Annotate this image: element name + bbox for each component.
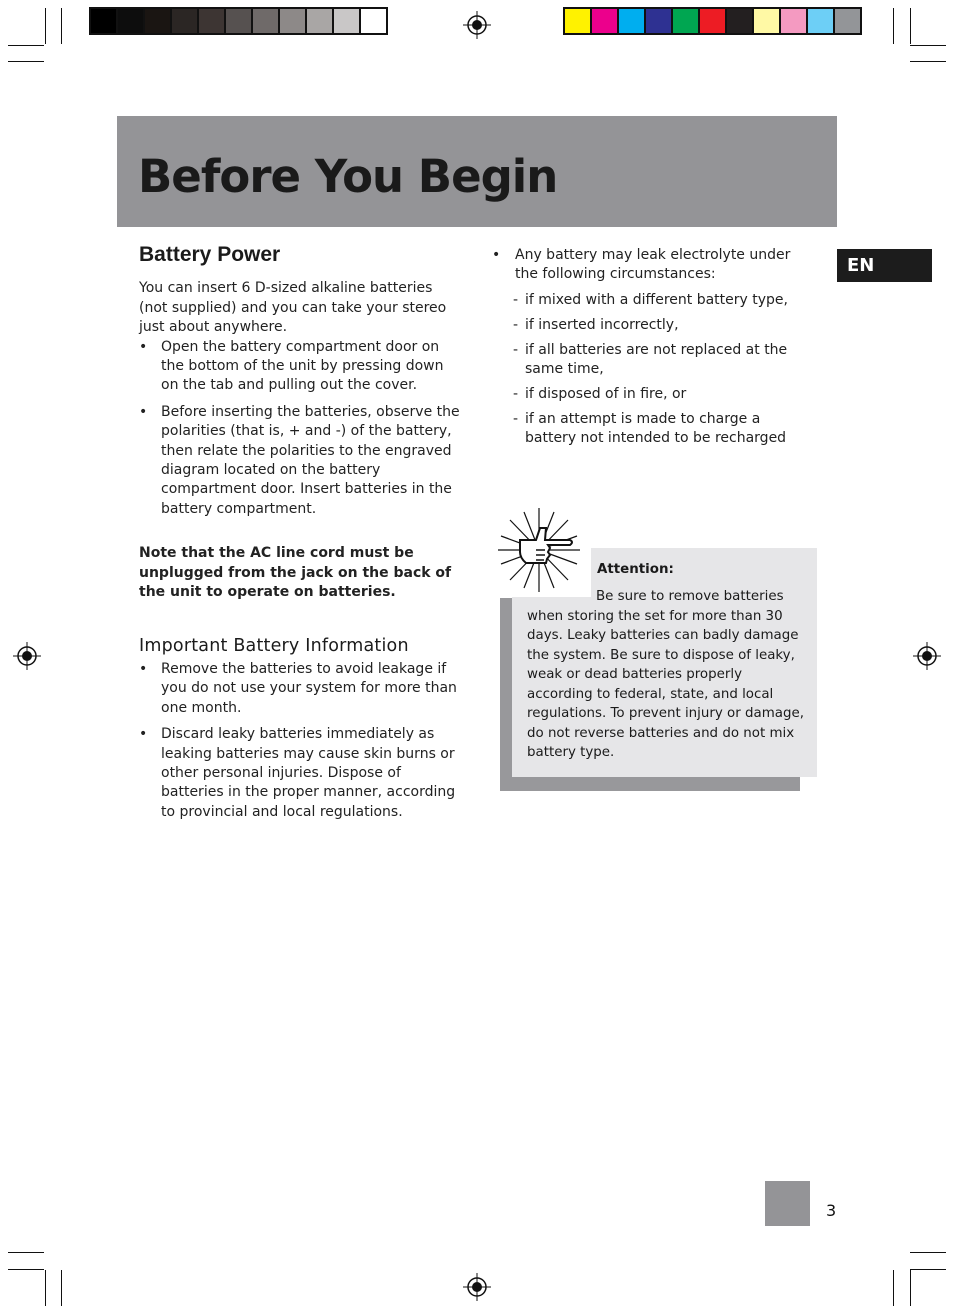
registration-mark-icon: [913, 642, 941, 670]
page-number: 3: [826, 1201, 837, 1220]
registration-mark-icon: [13, 642, 41, 670]
battery-info-list: [139, 660, 464, 822]
attention-label: Attention:: [597, 562, 674, 577]
list-item: • Remove the batteries to avoid leakage if you do not use your system for more than one month.: [139, 660, 464, 718]
color-swatch: [334, 9, 361, 33]
list-item: • Any battery may leak electrolyte under the following circumstances:: [492, 246, 810, 285]
color-swatch: [280, 9, 307, 33]
attention-body: Be sure to remove batteries when storing the set for more than 30 days. Leaky batteries can badly damage the system. Be sure to dispose of leaky, weak or dead batteries properly according to federal, state, and local regulations. To prevent injury or damage, do not reverse batteries and do not mix battery type.: [527, 589, 804, 760]
color-swatch: [307, 9, 334, 33]
color-swatch: [565, 9, 592, 33]
list-item: • Discard leaky batteries immediately as leaking batteries may cause skin burns or other personal injuries. Dispose of batteries in the proper manner, according to provincial and local regulations.: [139, 725, 464, 822]
list-item: - if inserted incorrectly,: [513, 316, 810, 335]
color-swatch: [808, 9, 835, 33]
list-item: • Open the battery compartment door on the bottom of the unit by pressing down on the tab and pulling out the cover.: [139, 338, 464, 396]
page-number-block: [765, 1181, 810, 1226]
ac-cord-note: Note that the AC line cord must be unplugged from the jack on the back of the unit to operate on batteries.: [139, 545, 452, 601]
color-swatch: [700, 9, 727, 33]
list-item: - if mixed with a different battery type,: [513, 291, 810, 310]
color-swatch: [118, 9, 145, 33]
color-swatch: [835, 9, 860, 33]
process-color-bar: [563, 7, 862, 35]
language-tab: EN: [837, 249, 932, 282]
list-item: • Before inserting the batteries, observe the polarities (that is, + and -) of the battery, then relate the polarities to the engraved diagram located on the battery compartment door. Insert batteries in the battery compartment.: [139, 403, 464, 519]
page-title: Before You Begin: [138, 150, 558, 203]
color-swatch: [592, 9, 619, 33]
right-column: [492, 246, 810, 454]
registration-mark-icon: [463, 1273, 491, 1301]
leak-conditions: [513, 291, 810, 449]
color-swatch: [619, 9, 646, 33]
color-swatch: [361, 9, 386, 33]
color-swatch: [646, 9, 673, 33]
attention-text: [527, 560, 807, 763]
color-swatch: [754, 9, 781, 33]
color-swatch: [673, 9, 700, 33]
color-swatch: [727, 9, 754, 33]
leak-list: [492, 246, 810, 285]
battery-intro: You can insert 6 D-sized alkaline batteries (not supplied) and you can take your stereo just about anywhere.: [139, 280, 447, 336]
color-swatch: [172, 9, 199, 33]
color-swatch: [781, 9, 808, 33]
battery-power-heading: Battery Power: [139, 243, 281, 266]
battery-steps: [139, 338, 464, 520]
list-item: - if all batteries are not replaced at the same time,: [513, 341, 810, 380]
color-swatch: [253, 9, 280, 33]
color-swatch: [199, 9, 226, 33]
color-swatch: [91, 9, 118, 33]
left-column: [139, 245, 464, 829]
battery-info-heading: Important Battery Information: [139, 635, 409, 656]
list-item: - if disposed of in fire, or: [513, 385, 810, 404]
color-swatch: [145, 9, 172, 33]
list-item: - if an attempt is made to charge a battery not intended to be recharged: [513, 410, 810, 449]
registration-mark-icon: [463, 11, 491, 39]
color-swatch: [226, 9, 253, 33]
gray-color-bar: [89, 7, 388, 35]
